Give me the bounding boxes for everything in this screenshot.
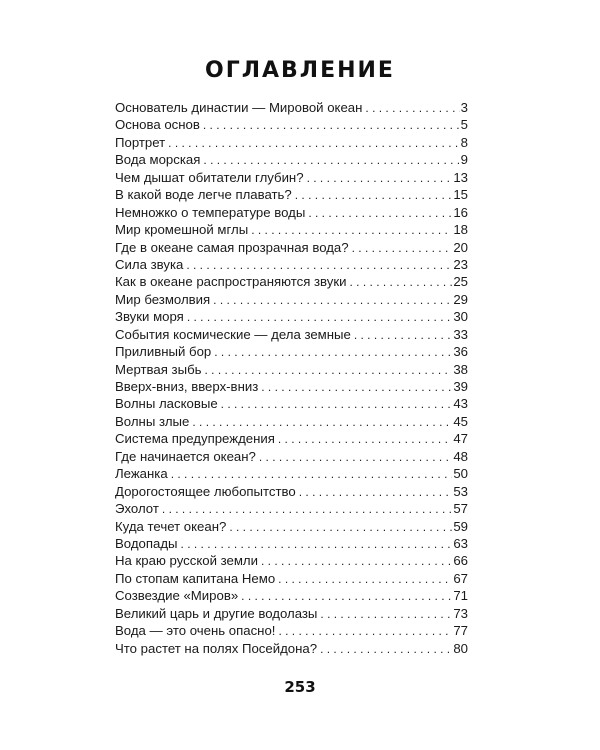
toc-leader-dots (256, 449, 452, 466)
toc-leader-dots (168, 466, 453, 483)
toc-entry-title: Немножко о температуре воды (115, 204, 306, 220)
toc-leader-dots (200, 117, 460, 134)
toc-leader-dots (362, 100, 459, 117)
toc-entry (115, 151, 468, 168)
toc-leader-dots (226, 519, 452, 536)
toc-entry-title: Где начинается океан? (115, 448, 256, 464)
toc-entry-page: 63 (453, 535, 468, 551)
toc-leader-dots (211, 344, 452, 361)
toc-entry (115, 134, 468, 151)
toc-entry (115, 186, 468, 203)
toc-entry (115, 169, 468, 186)
toc-leader-dots (200, 152, 459, 169)
toc-entry-title: Куда течет океан? (115, 518, 227, 534)
toc-entry (115, 465, 468, 482)
toc-leader-dots (210, 292, 452, 309)
toc-entry-page: 73 (453, 605, 468, 621)
toc-leader-dots (304, 170, 453, 187)
toc-entry (115, 256, 468, 273)
toc-leader-dots (296, 484, 453, 501)
toc-entry (115, 448, 468, 465)
toc-entry-title: Основатель династии — Мировой океан (115, 100, 363, 115)
toc-entry-page: 50 (453, 466, 468, 482)
toc-entry-title: По стопам капитана Немо (115, 570, 276, 586)
toc-leader-dots (292, 187, 453, 204)
toc-entry-page: 8 (460, 134, 468, 150)
toc-entry-page: 48 (453, 448, 468, 464)
toc-entry (115, 570, 468, 587)
toc-entry-title: События космические — дела земные (115, 326, 351, 342)
toc-entry (115, 343, 468, 360)
toc-entry (115, 483, 468, 500)
toc-entry-page: 67 (453, 570, 468, 586)
toc-entry-page: 25 (453, 274, 468, 290)
toc-entry-page: 16 (453, 204, 468, 220)
toc-entry-title: Звуки моря (115, 309, 184, 325)
toc-leader-dots (305, 205, 452, 222)
toc-entry-title: Основа основ (115, 117, 200, 133)
toc-entry-title: Как в океане распространяются звуки (115, 274, 347, 290)
toc-entry (115, 116, 468, 133)
toc-entry-title: Волны ласковые (115, 396, 218, 412)
toc-entry-page: 59 (453, 518, 468, 534)
toc-entry-page: 20 (453, 239, 468, 255)
toc-entry-page: 3 (460, 100, 468, 115)
toc-entry-title: Портрет (115, 134, 166, 150)
toc-entry-title: Где в океане самая прозрачная вода? (115, 239, 349, 255)
toc-entry-page: 29 (453, 291, 468, 307)
toc-entry (115, 587, 468, 604)
toc-entry-page: 77 (453, 623, 468, 639)
toc-entry (115, 552, 468, 569)
toc-entry-title: Приливный бор (115, 344, 212, 360)
toc-entry (115, 99, 468, 116)
toc-entry-title: Мертвая зыбь (115, 361, 202, 377)
toc-leader-dots (275, 431, 452, 448)
toc-entry (115, 413, 468, 430)
toc-entry-page: 23 (453, 256, 468, 272)
toc-entry-page: 80 (453, 640, 468, 656)
toc-entry-title: Созвездие «Миров» (115, 588, 239, 604)
toc-leader-dots (159, 501, 452, 518)
toc-leader-dots (189, 414, 452, 431)
toc-entry (115, 605, 468, 622)
toc-entry (115, 535, 468, 552)
table-of-contents (115, 99, 468, 657)
toc-entry-title: Дорогостоящее любопытство (115, 483, 296, 499)
toc-leader-dots (184, 309, 453, 326)
toc-entry (115, 291, 468, 308)
toc-leader-dots (351, 327, 452, 344)
toc-entry (115, 239, 468, 256)
page-title: ОГЛАВЛЕНИЕ (205, 58, 395, 83)
toc-leader-dots (218, 396, 453, 413)
toc-leader-dots (248, 222, 452, 239)
toc-entry (115, 361, 468, 378)
toc-leader-dots (275, 571, 452, 588)
toc-entry (115, 518, 468, 535)
toc-entry (115, 273, 468, 290)
toc-entry (115, 326, 468, 343)
toc-entry-title: Великий царь и другие водолазы (115, 605, 318, 621)
toc-entry-page: 5 (460, 117, 468, 133)
toc-entry-page: 53 (453, 483, 468, 499)
toc-entry-title: Вода — это очень опасно! (115, 623, 276, 639)
toc-entry (115, 640, 468, 657)
toc-entry-title: Водопады (115, 535, 178, 551)
toc-entry-title: Система предупреждения (115, 431, 275, 447)
toc-entry (115, 622, 468, 639)
toc-entry-title: Мир кромешной мглы (115, 222, 249, 238)
toc-entry-page: 38 (453, 361, 468, 377)
toc-entry-page: 9 (460, 152, 468, 168)
toc-entry-title: Что растет на полях Посейдона? (115, 640, 318, 656)
toc-entry-title: Эхолот (115, 501, 159, 517)
toc-entry-page: 36 (453, 344, 468, 360)
toc-leader-dots (347, 274, 453, 291)
toc-entry-page: 71 (453, 588, 468, 604)
toc-entry (115, 308, 468, 325)
toc-entry-page: 33 (453, 326, 468, 342)
toc-entry-title: Вверх-вниз, вверх-вниз (115, 379, 259, 394)
toc-leader-dots (275, 623, 452, 640)
toc-entry-title: Вода морская (115, 152, 201, 168)
toc-entry-page: 13 (453, 169, 468, 185)
toc-leader-dots (258, 553, 452, 570)
toc-entry-page: 66 (453, 553, 468, 569)
toc-leader-dots (178, 536, 453, 553)
toc-entry (115, 500, 468, 517)
toc-entry-page: 47 (453, 431, 468, 447)
toc-entry-page: 45 (453, 413, 468, 429)
toc-entry-title: Мир безмолвия (115, 291, 211, 307)
toc-entry (115, 395, 468, 412)
toc-leader-dots (183, 257, 452, 274)
toc-leader-dots (258, 379, 452, 396)
toc-entry-page: 15 (453, 187, 468, 203)
toc-entry (115, 430, 468, 447)
toc-entry-title: В какой воде легче плавать? (115, 187, 292, 203)
toc-leader-dots (349, 240, 453, 257)
toc-entry-title: Лежанка (115, 466, 168, 482)
toc-entry (115, 221, 468, 238)
toc-entry (115, 204, 468, 221)
toc-leader-dots (238, 588, 452, 605)
toc-entry-title: Волны злые (115, 413, 190, 429)
toc-entry-title: На краю русской земли (115, 553, 258, 569)
toc-leader-dots (202, 362, 453, 379)
toc-entry-page: 39 (453, 379, 468, 394)
toc-leader-dots (317, 606, 452, 623)
page-number: 253 (284, 678, 316, 696)
toc-entry-page: 30 (453, 309, 468, 325)
toc-entry-page: 57 (453, 501, 468, 517)
toc-leader-dots (317, 641, 452, 658)
toc-entry-title: Чем дышат обитатели глубин? (115, 169, 304, 185)
toc-entry-page: 43 (453, 396, 468, 412)
toc-leader-dots (165, 135, 459, 152)
toc-entry-page: 18 (453, 222, 468, 238)
toc-entry-title: Сила звука (115, 256, 184, 272)
toc-entry (115, 378, 468, 395)
